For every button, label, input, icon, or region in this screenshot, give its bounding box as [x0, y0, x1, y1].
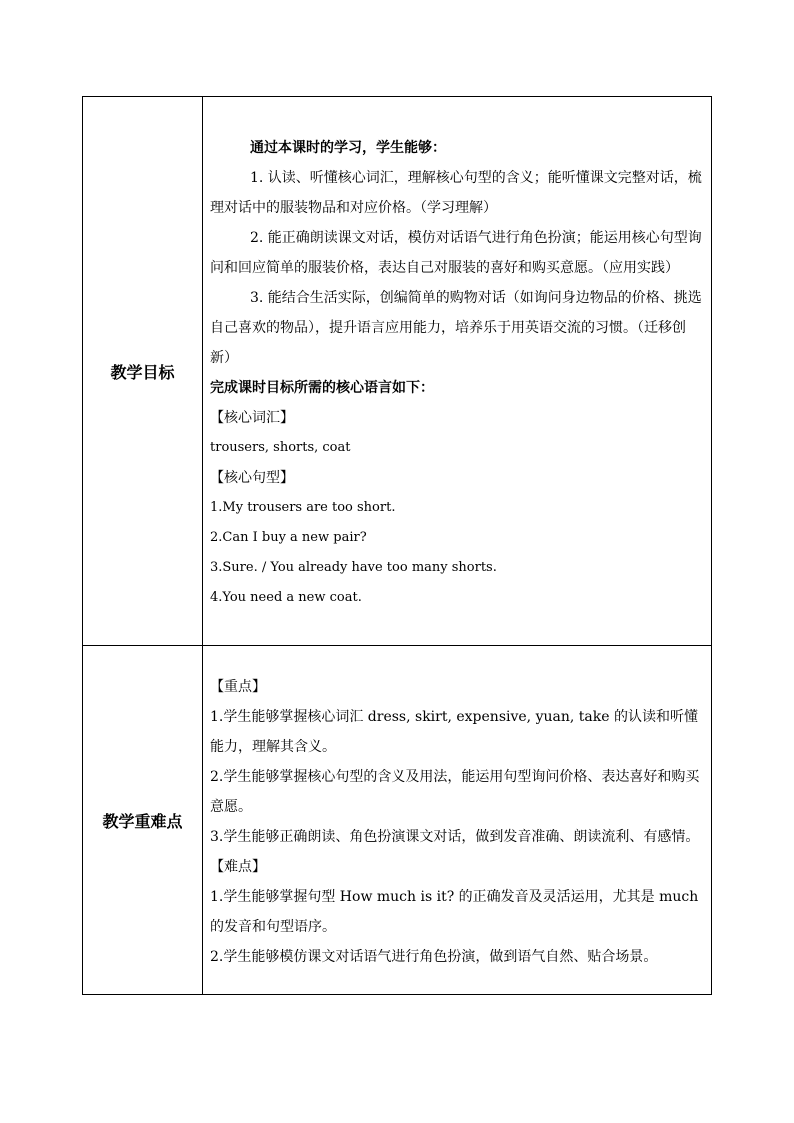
vocab-list: trousers, shorts, coat — [210, 440, 351, 455]
sentence-heading: 【核心句型】 — [210, 470, 294, 486]
focus-item: 1.学生能够掌握核心词汇 dress, skirt, expensive, yuan, take 的认读和听懂能力，理解其含义。 — [210, 709, 698, 755]
key-points-label: 教学重难点 — [83, 646, 203, 995]
focus-item: 3.学生能够正确朗读、角色扮演课文对话，做到发音准确、朗读流利、有感情。 — [210, 829, 700, 845]
objective-1: 1. 认读、听懂核心词汇，理解核心句型的含义；能听懂课文完整对话，梳理对话中的服装物品和对应价格。（学习理解） — [210, 170, 702, 216]
key-points-content — [203, 646, 712, 995]
objective-2: 2. 能正确朗读课文对话，模仿对话语气进行角色扮演；能运用核心句型询问和回应简单的服装价格，表达自己对服装的喜好和购买意愿。（应用实践） — [210, 230, 702, 276]
objectives-intro: 通过本课时的学习，学生能够： — [250, 140, 446, 156]
objectives-label: 教学目标 — [83, 97, 203, 646]
objectives-content — [203, 97, 712, 646]
objectives-row — [83, 97, 712, 646]
sentence-item: 4.You need a new coat. — [210, 590, 362, 605]
vocab-heading: 【核心词汇】 — [210, 410, 294, 426]
difficulty-heading: 【难点】 — [210, 859, 266, 875]
focus-item: 2.学生能够掌握核心句型的含义及用法，能运用句型询问价格、表达喜好和购买意愿。 — [210, 769, 700, 815]
objective-3: 3. 能结合生活实际，创编简单的购物对话（如询问身边物品的价格、挑选自己喜欢的物品），提升语言应用能力，培养乐于用英语交流的习惯。（迁移创新） — [210, 290, 702, 366]
sentence-item: 3.Sure. / You already have too many shorts. — [210, 560, 497, 575]
focus-heading: 【重点】 — [210, 679, 266, 695]
lesson-plan-table — [82, 96, 712, 995]
core-language-title: 完成课时目标所需的核心语言如下： — [210, 380, 434, 396]
difficulty-item: 2.学生能够模仿课文对话语气进行角色扮演，做到语气自然、贴合场景。 — [210, 949, 658, 965]
difficulty-item: 1.学生能够掌握句型 How much is it? 的正确发音及灵活运用，尤其是 much 的发音和句型语序。 — [210, 889, 699, 935]
sentence-item: 1.My trousers are too short. — [210, 500, 396, 515]
key-points-row — [83, 646, 712, 995]
sentence-item: 2.Can I buy a new pair? — [210, 530, 367, 545]
